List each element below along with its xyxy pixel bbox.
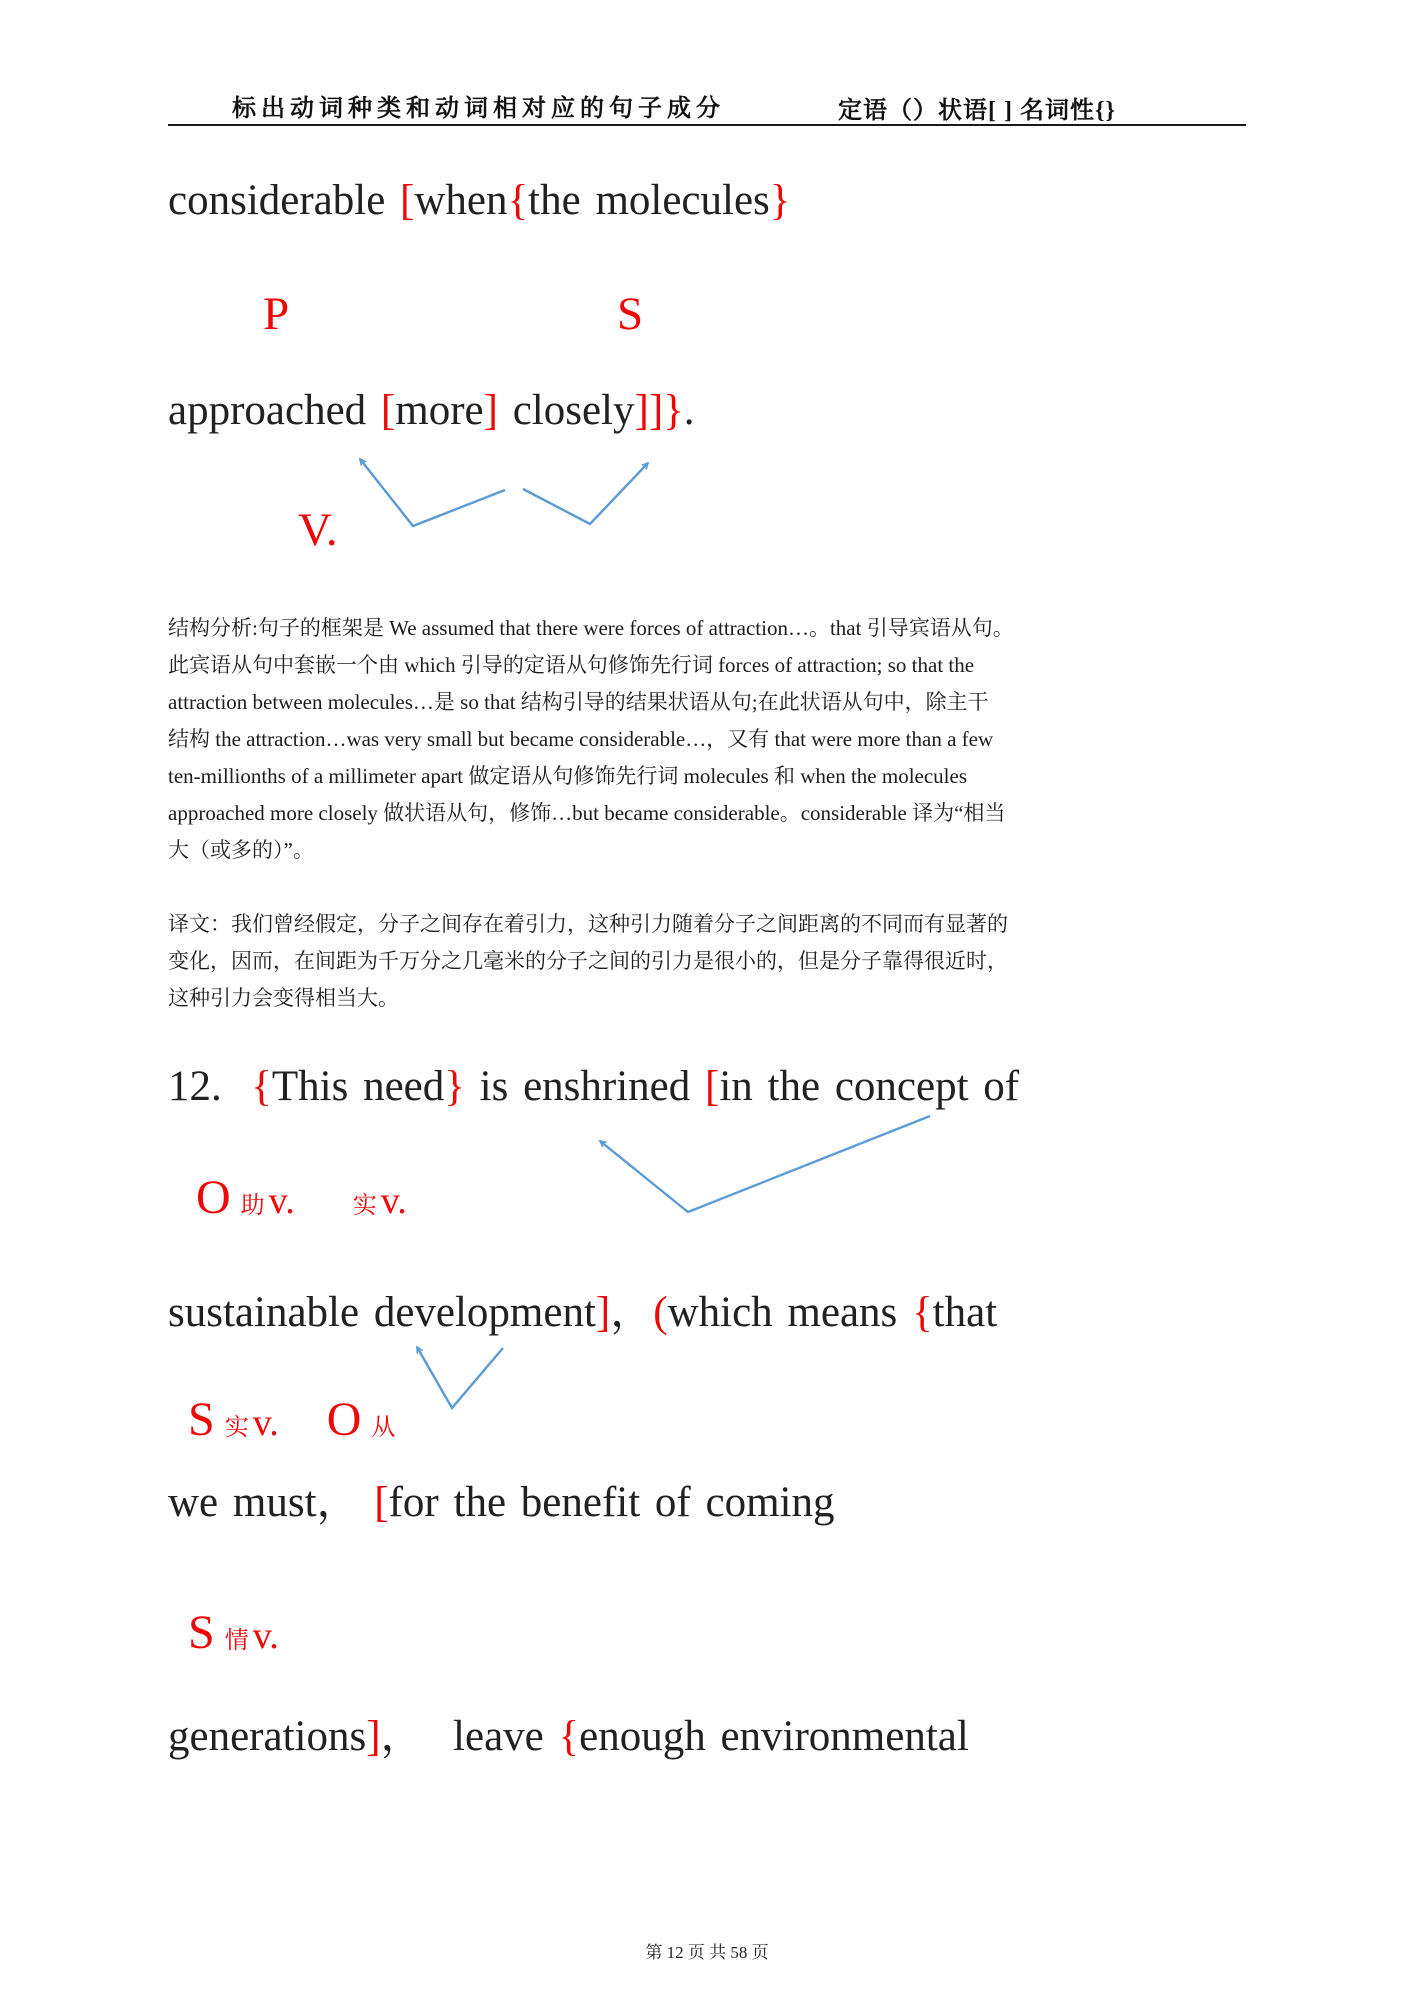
text-segment: for the benefit of coming [388, 1479, 835, 1526]
sentence12-line3 [168, 1478, 834, 1529]
text-segment: [ [400, 177, 415, 224]
label-subject-s: S [617, 288, 644, 340]
text-segment: ， [610, 1289, 654, 1336]
paragraph-line: attraction between molecules…是 so that 结构引导的结果状语从句;在此状语从句中，除主干 [168, 690, 989, 714]
arrow-to-development [417, 1347, 503, 1408]
header-left-title: 标出动词种类和动词相对应的句子成分 [232, 96, 725, 122]
sentence12-labels-row1 [196, 1171, 407, 1224]
text-segment: that [932, 1289, 998, 1336]
page-number: 第 12 页 共 58 页 [645, 1943, 769, 1962]
text-segment: S [188, 1393, 215, 1446]
text-segment: is enshrined [464, 1063, 706, 1110]
text-segment: O [196, 1171, 231, 1224]
text-segment: { [558, 1713, 580, 1760]
text-segment: ] [483, 387, 498, 434]
text-segment: leave [453, 1713, 559, 1760]
text-segment: 助 [240, 1193, 265, 1219]
header-legend: 定语（）状语[ ] 名词性{} [838, 98, 1116, 124]
text-segment: 情 [224, 1628, 249, 1654]
text-segment: 从 [371, 1415, 396, 1441]
text-segment: ]]} [634, 387, 684, 434]
paragraph-line: 这种引力会变得相当大。 [168, 986, 399, 1010]
text-segment: generations [168, 1713, 367, 1760]
text-segment: sustainable development [168, 1289, 596, 1336]
sentence12-line4 [168, 1712, 969, 1763]
structure-analysis-paragraph [168, 610, 1254, 869]
paragraph-line: approached more closely 做状语从句，修饰…but became considerable。considerable 译为“相当 [168, 801, 1006, 825]
paragraph-line: 结构 the attraction…was very small but became considerable…，又有 that were more than a few [168, 727, 994, 751]
arrow-to-approached [360, 459, 505, 526]
text-segment: ， [380, 1713, 454, 1760]
text-segment: ] [366, 1713, 381, 1760]
text-segment: [ [705, 1063, 720, 1110]
text-segment: [ [374, 1479, 389, 1526]
text-segment: This need [271, 1063, 445, 1110]
text-segment: v. [268, 1180, 295, 1222]
paragraph-line: 译文：我们曾经假定，分子之间存在着引力，这种引力随着分子之间距离的不同而有显著的 [168, 912, 1008, 936]
sentence12-labels-row3 [188, 1606, 279, 1659]
text-segment: 实 [352, 1193, 377, 1219]
text-segment: 12. [168, 1063, 252, 1110]
header-rule [168, 124, 1246, 126]
text-segment: in the concept of [719, 1063, 1020, 1110]
text-segment: { [251, 1063, 272, 1110]
sentence11-line2 [168, 386, 695, 437]
text-segment: enough environmental [579, 1713, 969, 1760]
sentence12-labels-row2 [188, 1393, 396, 1446]
sentence12-line2 [168, 1288, 997, 1339]
text-segment: closely [497, 387, 635, 434]
text-segment: . [683, 387, 695, 434]
paragraph-line: 大（或多的）”。 [168, 838, 314, 862]
arrow-to-enshrined [600, 1116, 930, 1212]
text-segment: ， [316, 1479, 375, 1526]
text-segment: S [188, 1606, 215, 1659]
text-segment: 实 [224, 1415, 249, 1441]
text-segment: O [326, 1393, 362, 1446]
sentence12-line1 [168, 1062, 1019, 1113]
text-segment: more [395, 387, 484, 434]
text-segment: v. [380, 1180, 407, 1222]
text-segment: { [912, 1289, 933, 1336]
text-segment: which means [667, 1289, 913, 1336]
label-verb-v: V. [298, 504, 338, 556]
text-segment: } [769, 177, 791, 224]
paragraph-line: 结构分析:句子的框架是 We assumed that there were forces of attraction…。that 引导宾语从句。 [168, 616, 1014, 640]
paragraph-line: 变化，因而，在间距为千万分之几毫米的分子之间的引力是很小的，但是分子靠得很近时， [168, 949, 1008, 973]
arrow-to-closely [523, 463, 648, 524]
text-segment: when [414, 177, 508, 224]
sentence11-line1 [168, 176, 790, 227]
label-predicate-p: P [263, 288, 290, 340]
translation-paragraph [168, 906, 1254, 1017]
text-segment: we must [168, 1479, 317, 1526]
text-segment: [ [380, 387, 396, 434]
text-segment: approached [168, 387, 381, 434]
text-segment: ] [595, 1289, 611, 1336]
text-segment: ( [653, 1289, 668, 1336]
paragraph-line: ten-millionths of a millimeter apart 做定语从句修饰先行词 molecules 和 when the molecules [168, 764, 968, 788]
text-segment: } [444, 1063, 465, 1110]
text-segment: v. [252, 1615, 279, 1657]
paragraph-line: 此宾语从句中套嵌一个由 which 引导的定语从句修饰先行词 forces of attraction; so that the [168, 653, 975, 677]
text-segment: the molecules [528, 177, 770, 224]
text-segment: { [507, 177, 529, 224]
text-segment: considerable [168, 177, 401, 224]
text-segment: v. [252, 1402, 279, 1444]
